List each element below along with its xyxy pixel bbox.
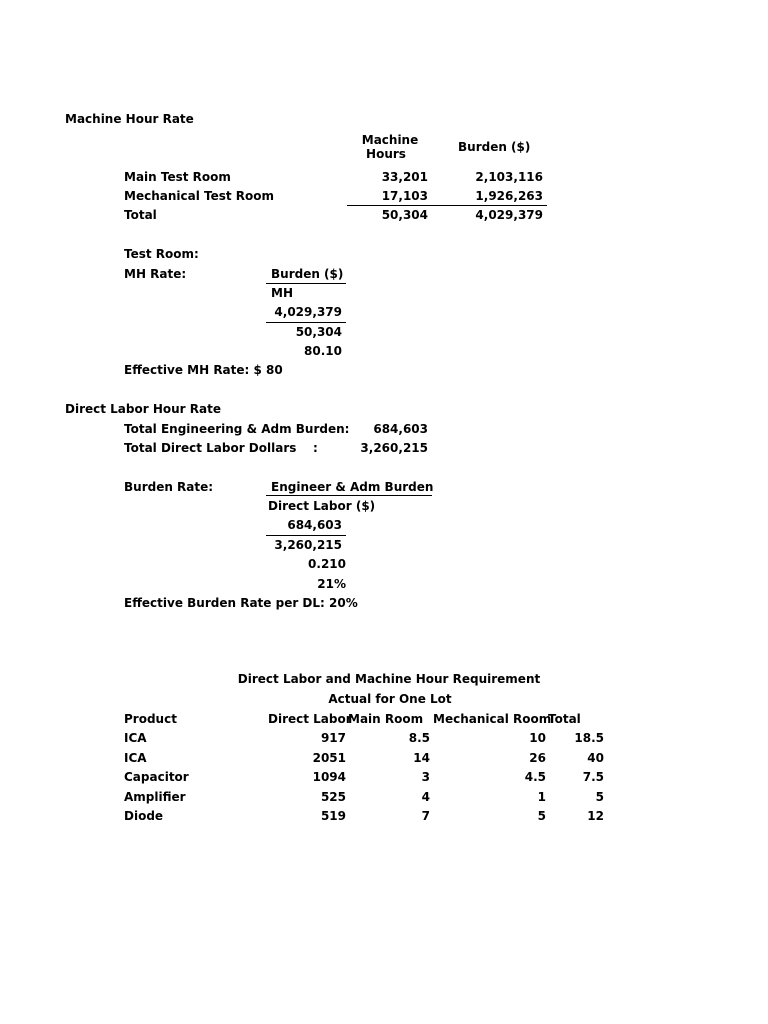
row-hours: 17,103 xyxy=(381,189,428,203)
direct-labor-hour-rate-heading: Direct Labor Hour Rate xyxy=(65,402,221,416)
mh-fraction-bar xyxy=(266,283,346,284)
table-cell-main-room: 3 xyxy=(421,770,430,784)
eng-adm-burden-value: 684,603 xyxy=(373,422,428,436)
table-cell-total: 18.5 xyxy=(574,731,604,745)
burden-fraction-denominator: Direct Labor ($) xyxy=(268,499,376,513)
requirement-subtitle: Actual for One Lot xyxy=(328,692,452,706)
mh-calc-bar xyxy=(266,322,346,323)
table-cell-direct-labor: 1094 xyxy=(312,770,346,784)
table-cell-mechanical-room: 10 xyxy=(529,731,546,745)
table-cell-product: ICA xyxy=(124,731,147,745)
burden-rate-label: Burden Rate: xyxy=(124,480,214,494)
burden-calc-result: 0.210 xyxy=(308,557,346,571)
table-cell-product: ICA xyxy=(124,751,147,765)
header-direct-labor: Direct Labor xyxy=(268,712,352,726)
table-cell-total: 7.5 xyxy=(582,770,604,784)
header-mechanical-room: Mechanical Room xyxy=(433,712,552,726)
row-label: Total xyxy=(124,208,157,222)
header-total: Total xyxy=(548,712,581,726)
table-cell-direct-labor: 917 xyxy=(320,731,346,745)
row-label: Main Test Room xyxy=(124,170,231,184)
table-cell-main-room: 4 xyxy=(421,790,430,804)
dl-dollars-label: Total Direct Labor Dollars xyxy=(124,441,297,455)
table-cell-main-room: 8.5 xyxy=(408,731,430,745)
header-product: Product xyxy=(124,712,177,726)
table-cell-product: Capacitor xyxy=(124,770,189,784)
burden-calc-denominator: 3,260,215 xyxy=(274,538,342,552)
requirement-title: Direct Labor and Machine Hour Requirement xyxy=(237,672,541,686)
row-label: Mechanical Test Room xyxy=(124,189,275,203)
row-burden: 4,029,379 xyxy=(475,208,543,222)
table-cell-total: 40 xyxy=(587,751,604,765)
burden-calc-bar xyxy=(266,535,346,536)
eng-adm-burden-label: Total Engineering & Adm Burden: xyxy=(124,422,350,436)
table-cell-mechanical-room: 4.5 xyxy=(524,770,546,784)
burden-header: Burden ($) xyxy=(458,140,531,154)
header-main-room: Main Room xyxy=(348,712,424,726)
table-cell-mechanical-room: 1 xyxy=(537,790,546,804)
table-cell-direct-labor: 2051 xyxy=(312,751,346,765)
row-hours: 33,201 xyxy=(381,170,428,184)
table-cell-total: 12 xyxy=(587,809,604,823)
table-cell-product: Amplifier xyxy=(124,790,186,804)
total-divider xyxy=(347,205,547,206)
effective-mh-rate: Effective MH Rate: $ 80 xyxy=(124,363,283,377)
table-cell-mechanical-room: 26 xyxy=(529,751,546,765)
table-cell-main-room: 14 xyxy=(413,751,430,765)
table-cell-direct-labor: 525 xyxy=(320,790,346,804)
machine-hours-header-line1: Machine xyxy=(361,133,419,147)
mh-rate-label: MH Rate: xyxy=(124,267,187,281)
dl-dollars-value: 3,260,215 xyxy=(360,441,428,455)
mh-calc-result: 80.10 xyxy=(304,344,342,358)
row-burden: 2,103,116 xyxy=(475,170,543,184)
table-cell-mechanical-room: 5 xyxy=(537,809,546,823)
machine-hour-rate-heading: Machine Hour Rate xyxy=(65,112,194,126)
burden-fraction-numerator: Engineer & Adm Burden xyxy=(271,480,434,494)
mh-fraction-numerator: Burden ($) xyxy=(271,267,344,281)
burden-calc-numerator: 684,603 xyxy=(287,518,342,532)
burden-calc-percent: 21% xyxy=(317,577,346,591)
row-burden: 1,926,263 xyxy=(475,189,543,203)
row-hours: 50,304 xyxy=(381,208,428,222)
table-cell-direct-labor: 519 xyxy=(320,809,346,823)
table-cell-total: 5 xyxy=(595,790,604,804)
machine-hours-header-line2: Hours xyxy=(366,147,406,161)
dl-dollars-colon: : xyxy=(313,441,318,455)
test-room-label: Test Room: xyxy=(124,247,199,261)
mh-fraction-denominator: MH xyxy=(271,286,293,300)
mh-calc-denominator: 50,304 xyxy=(295,325,342,339)
mh-calc-numerator: 4,029,379 xyxy=(274,305,342,319)
effective-burden-rate: Effective Burden Rate per DL: 20% xyxy=(124,596,358,610)
table-cell-main-room: 7 xyxy=(421,809,430,823)
burden-fraction-bar xyxy=(266,495,432,496)
table-cell-product: Diode xyxy=(124,809,164,823)
